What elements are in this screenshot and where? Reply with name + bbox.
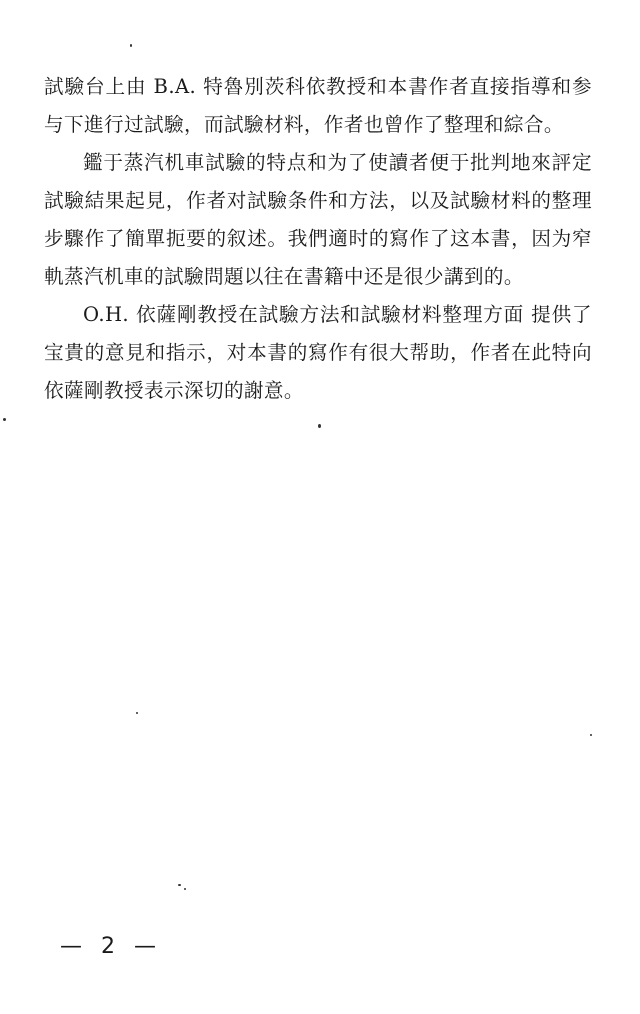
scan-speck <box>318 424 321 428</box>
page-number: — 2 — <box>60 934 162 959</box>
paragraph-acknowledgement: O.H. 依薩剛教授在試驗方法和試驗材料整理方面 提供了宝貴的意見和指示，对本書的寫作有很大帮助，作者在此特向依薩剛教授表示深切的謝意。 <box>44 303 592 402</box>
scan-speck <box>130 44 132 47</box>
scan-speck <box>3 418 6 421</box>
scan-speck <box>178 884 181 886</box>
scan-speck <box>184 888 186 890</box>
scan-speck <box>590 734 592 736</box>
body-text <box>44 68 592 410</box>
paragraph-test-features: 鑑于蒸汽机車試驗的特点和为了使讀者便于批判地來評定試驗結果起見，作者对試驗条件和方法，以及試驗材料的整理步驟作了簡單扼要的叙述。我們適时的寫作了这本書，因为窄軌蒸汽机車的試驗問題以往在書籍中还是很少講到的。 <box>44 151 592 288</box>
paragraph-continuation: 試驗台上由 B.A. 特魯別茨科依教授和本書作者直接指導和参与下進行过試驗，而試驗材料，作者也曾作了整理和綜合。 <box>44 75 592 136</box>
scan-speck <box>136 712 138 714</box>
